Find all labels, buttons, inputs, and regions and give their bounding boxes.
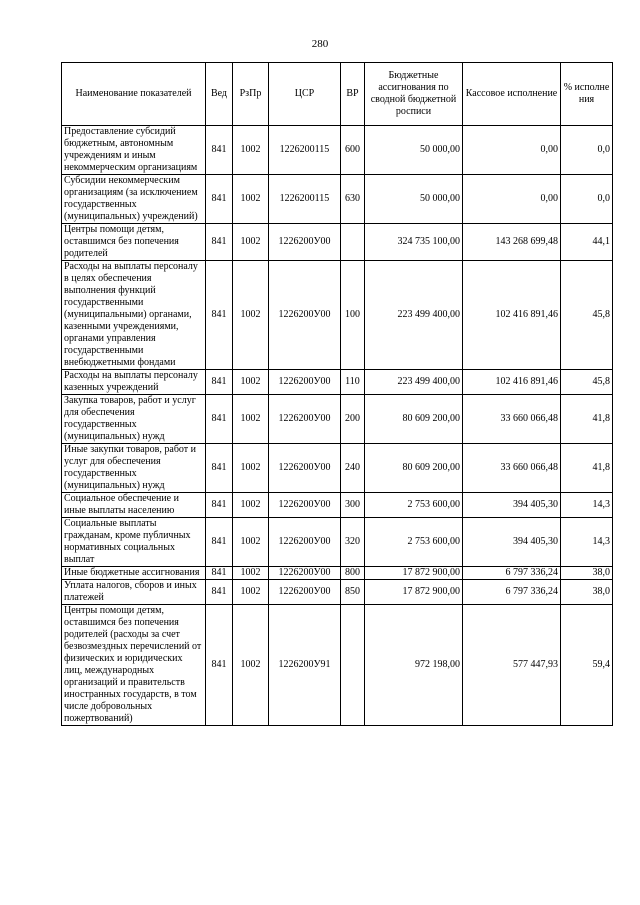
cell-csr: 1226200115 (269, 175, 341, 224)
cell-csr: 1226200У00 (269, 370, 341, 395)
header-cash: Кассовое исполнение (463, 63, 561, 126)
cell-ved: 841 (206, 395, 233, 444)
cell-rzpr: 1002 (233, 261, 269, 370)
cell-ved: 841 (206, 224, 233, 261)
cell-budget: 80 609 200,00 (365, 444, 463, 493)
header-row (62, 63, 613, 126)
cell-rzpr: 1002 (233, 444, 269, 493)
cell-name: Социальные выплаты гражданам, кроме публичных нормативных социальных выплат (62, 518, 206, 567)
cell-pct: 0,0 (561, 175, 613, 224)
cell-vr: 300 (341, 493, 365, 518)
header-rzpr: РзПр (233, 63, 269, 126)
cell-csr: 1226200У91 (269, 605, 341, 726)
cell-csr: 1226200У00 (269, 224, 341, 261)
cell-cash: 577 447,93 (463, 605, 561, 726)
cell-csr: 1226200У00 (269, 261, 341, 370)
table-row (62, 580, 613, 605)
table-row (62, 605, 613, 726)
cell-rzpr: 1002 (233, 580, 269, 605)
cell-ved: 841 (206, 444, 233, 493)
cell-name: Закупка товаров, работ и услуг для обеспечения государственных (муниципальных) нужд (62, 395, 206, 444)
cell-budget: 17 872 900,00 (365, 580, 463, 605)
cell-vr: 200 (341, 395, 365, 444)
cell-cash: 394 405,30 (463, 493, 561, 518)
table-row (62, 444, 613, 493)
cell-pct: 41,8 (561, 444, 613, 493)
cell-cash: 33 660 066,48 (463, 395, 561, 444)
cell-rzpr: 1002 (233, 567, 269, 580)
cell-cash: 394 405,30 (463, 518, 561, 567)
cell-name: Предоставление субсидий бюджетным, автономным учреждениям и иным некоммерческим организациям (62, 126, 206, 175)
table-row (62, 126, 613, 175)
cell-name: Расходы на выплаты персоналу казенных учреждений (62, 370, 206, 395)
table-row (62, 493, 613, 518)
cell-ved: 841 (206, 580, 233, 605)
cell-pct: 14,3 (561, 493, 613, 518)
cell-budget: 223 499 400,00 (365, 261, 463, 370)
cell-vr: 320 (341, 518, 365, 567)
cell-name: Центры помощи детям, оставшимся без попечения родителей (расходы за счет безвозмездных перечислений от физических и юридических лиц, международных организаций и правительств иностранных государств, в том числе добровольных пожертвований) (62, 605, 206, 726)
table-row (62, 370, 613, 395)
cell-csr: 1226200У00 (269, 567, 341, 580)
cell-ved: 841 (206, 518, 233, 567)
cell-cash: 6 797 336,24 (463, 567, 561, 580)
cell-vr (341, 224, 365, 261)
cell-vr: 100 (341, 261, 365, 370)
cell-pct: 45,8 (561, 261, 613, 370)
header-vr: ВР (341, 63, 365, 126)
cell-rzpr: 1002 (233, 175, 269, 224)
cell-cash: 6 797 336,24 (463, 580, 561, 605)
cell-vr: 600 (341, 126, 365, 175)
cell-name: Расходы на выплаты персоналу в целях обеспечения выполнения функций государственными (муниципальными) органами, казенными учреждениями, органами управления государственными внебюджетными фондами (62, 261, 206, 370)
cell-budget: 50 000,00 (365, 126, 463, 175)
cell-name: Центры помощи детям, оставшимся без попечения родителей (62, 224, 206, 261)
cell-ved: 841 (206, 175, 233, 224)
cell-name: Иные закупки товаров, работ и услуг для обеспечения государственных (муниципальных) нужд (62, 444, 206, 493)
header-pct: % исполне ния (561, 63, 613, 126)
cell-budget: 972 198,00 (365, 605, 463, 726)
cell-pct: 14,3 (561, 518, 613, 567)
cell-csr: 1226200У00 (269, 580, 341, 605)
header-budget: Бюджетные ассигнования по сводной бюджетной росписи (365, 63, 463, 126)
cell-ved: 841 (206, 493, 233, 518)
cell-pct: 0,0 (561, 126, 613, 175)
cell-name: Субсидии некоммерческим организациям (за исключением государственных (муниципальных) учреждений) (62, 175, 206, 224)
table-row (62, 567, 613, 580)
cell-vr: 110 (341, 370, 365, 395)
cell-ved: 841 (206, 126, 233, 175)
cell-ved: 841 (206, 370, 233, 395)
table-row (62, 261, 613, 370)
cell-vr (341, 605, 365, 726)
cell-rzpr: 1002 (233, 370, 269, 395)
cell-name: Социальное обеспечение и иные выплаты населению (62, 493, 206, 518)
header-ved: Вед (206, 63, 233, 126)
cell-rzpr: 1002 (233, 493, 269, 518)
cell-vr: 240 (341, 444, 365, 493)
cell-budget: 2 753 600,00 (365, 493, 463, 518)
budget-execution-table (61, 62, 613, 726)
cell-budget: 80 609 200,00 (365, 395, 463, 444)
table-row (62, 175, 613, 224)
cell-csr: 1226200У00 (269, 518, 341, 567)
table-row (62, 518, 613, 567)
table-body (62, 126, 613, 726)
cell-vr: 630 (341, 175, 365, 224)
cell-vr: 800 (341, 567, 365, 580)
cell-pct: 41,8 (561, 395, 613, 444)
cell-budget: 324 735 100,00 (365, 224, 463, 261)
cell-budget: 17 872 900,00 (365, 567, 463, 580)
cell-budget: 2 753 600,00 (365, 518, 463, 567)
cell-rzpr: 1002 (233, 518, 269, 567)
cell-pct: 59,4 (561, 605, 613, 726)
table-row (62, 395, 613, 444)
page-number: 280 (311, 38, 329, 50)
table-row (62, 224, 613, 261)
cell-csr: 1226200У00 (269, 395, 341, 444)
cell-pct: 38,0 (561, 567, 613, 580)
cell-cash: 143 268 699,48 (463, 224, 561, 261)
cell-rzpr: 1002 (233, 224, 269, 261)
cell-budget: 223 499 400,00 (365, 370, 463, 395)
cell-pct: 44,1 (561, 224, 613, 261)
cell-vr: 850 (341, 580, 365, 605)
cell-csr: 1226200У00 (269, 493, 341, 518)
cell-csr: 1226200115 (269, 126, 341, 175)
cell-pct: 38,0 (561, 580, 613, 605)
cell-ved: 841 (206, 261, 233, 370)
cell-rzpr: 1002 (233, 395, 269, 444)
cell-name: Уплата налогов, сборов и иных платежей (62, 580, 206, 605)
cell-pct: 45,8 (561, 370, 613, 395)
cell-name: Иные бюджетные ассигнования (62, 567, 206, 580)
header-name: Наименование показателей (62, 63, 206, 126)
cell-cash: 102 416 891,46 (463, 261, 561, 370)
cell-budget: 50 000,00 (365, 175, 463, 224)
cell-rzpr: 1002 (233, 605, 269, 726)
cell-cash: 0,00 (463, 175, 561, 224)
cell-rzpr: 1002 (233, 126, 269, 175)
cell-cash: 102 416 891,46 (463, 370, 561, 395)
header-csr: ЦСР (269, 63, 341, 126)
cell-csr: 1226200У00 (269, 444, 341, 493)
cell-cash: 0,00 (463, 126, 561, 175)
cell-ved: 841 (206, 567, 233, 580)
cell-cash: 33 660 066,48 (463, 444, 561, 493)
cell-ved: 841 (206, 605, 233, 726)
